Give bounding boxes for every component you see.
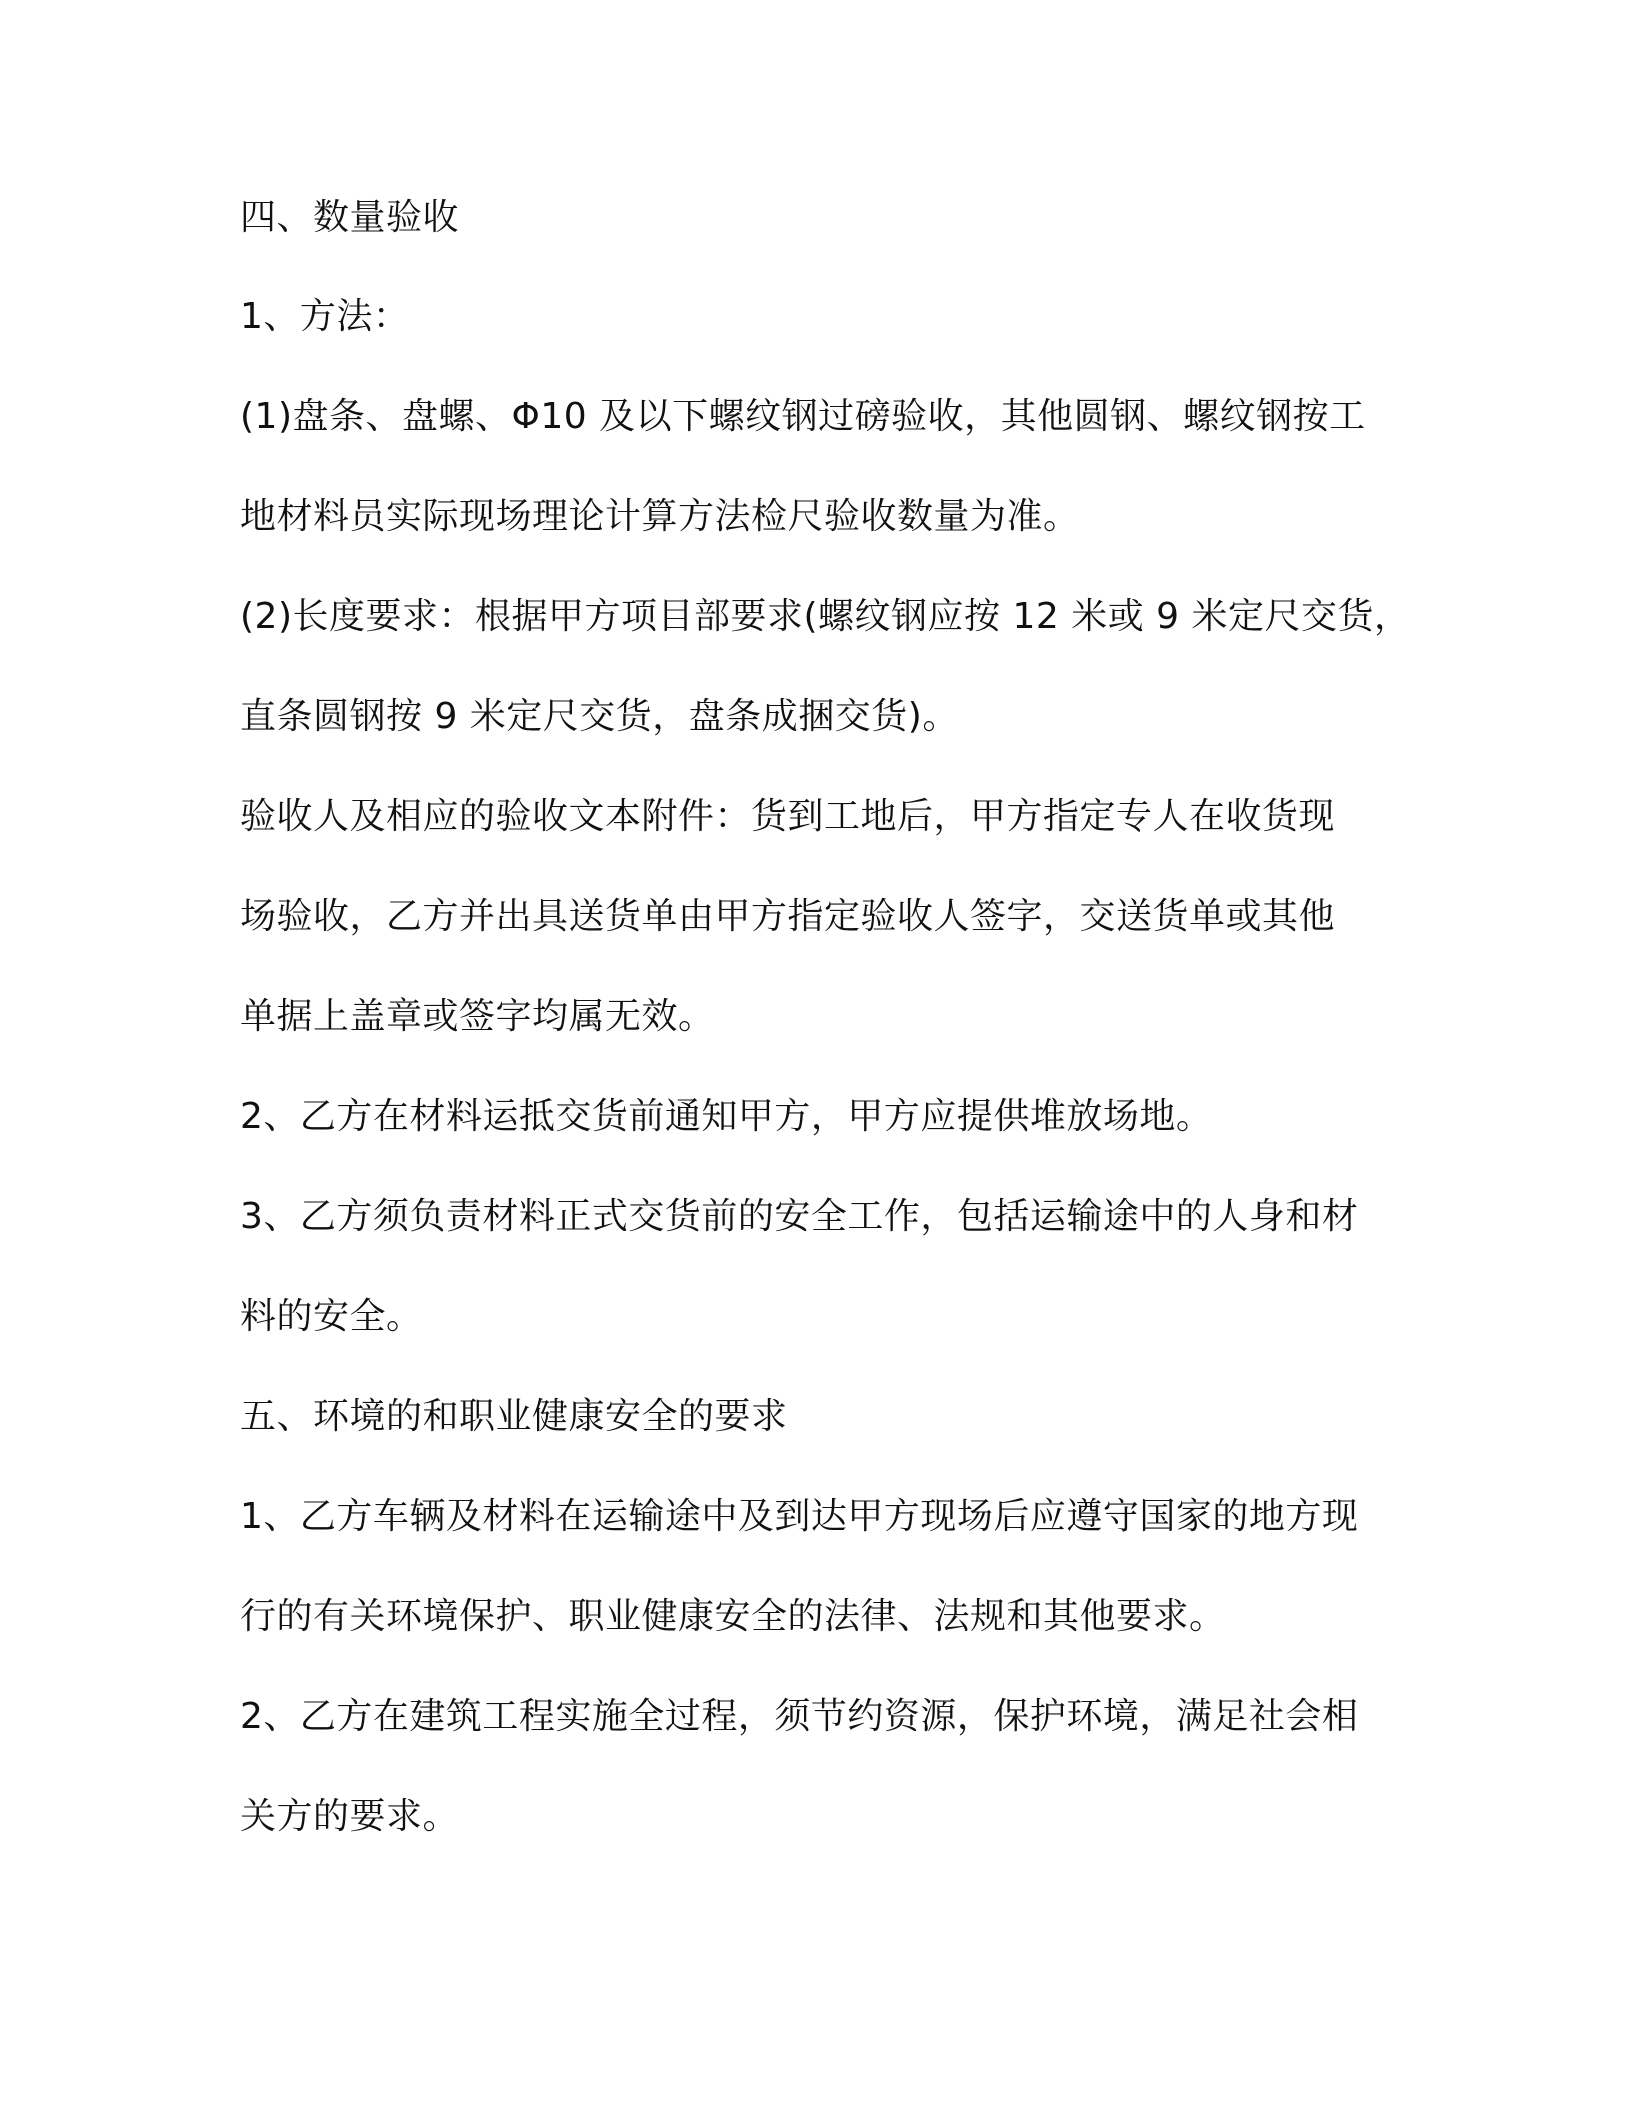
paragraph-line: 料的安全。 bbox=[240, 1296, 423, 1337]
section-heading: 五、环境的和职业健康安全的要求 bbox=[240, 1396, 788, 1437]
paragraph-line: 1、乙方车辆及材料在运输途中及到达甲方现场后应遵守国家的地方现 bbox=[240, 1496, 1359, 1537]
paragraph-line: 关方的要求。 bbox=[240, 1796, 460, 1837]
paragraph-line: 直条圆钢按 9 米定尺交货，盘条成捆交货)。 bbox=[240, 696, 959, 737]
paragraph-line: 3、乙方须负责材料正式交货前的安全工作，包括运输途中的人身和材 bbox=[240, 1196, 1359, 1237]
paragraph-line: (1)盘条、盘螺、Φ10 及以下螺纹钢过磅验收，其他圆钢、螺纹钢按工 bbox=[240, 396, 1366, 437]
paragraph-line: 1、方法： bbox=[240, 296, 410, 337]
paragraph-line: 2、乙方在建筑工程实施全过程，须节约资源，保护环境，满足社会相 bbox=[240, 1696, 1359, 1737]
paragraph-line: (2)长度要求：根据甲方项目部要求(螺纹钢应按 12 米或 9 米定尺交货， bbox=[240, 596, 1411, 637]
paragraph-line: 场验收，乙方并出具送货单由甲方指定验收人签字，交送货单或其他 bbox=[240, 896, 1336, 937]
paragraph-line: 单据上盖章或签字均属无效。 bbox=[240, 996, 715, 1037]
paragraph-line: 地材料员实际现场理论计算方法检尺验收数量为准。 bbox=[240, 496, 1080, 537]
paragraph-line: 行的有关环境保护、职业健康安全的法律、法规和其他要求。 bbox=[240, 1596, 1226, 1637]
section-heading: 四、数量验收 bbox=[240, 197, 460, 238]
paragraph-line: 验收人及相应的验收文本附件：货到工地后，甲方指定专人在收货现 bbox=[240, 796, 1336, 837]
paragraph-line: 2、乙方在材料运抵交货前通知甲方，甲方应提供堆放场地。 bbox=[240, 1096, 1213, 1137]
